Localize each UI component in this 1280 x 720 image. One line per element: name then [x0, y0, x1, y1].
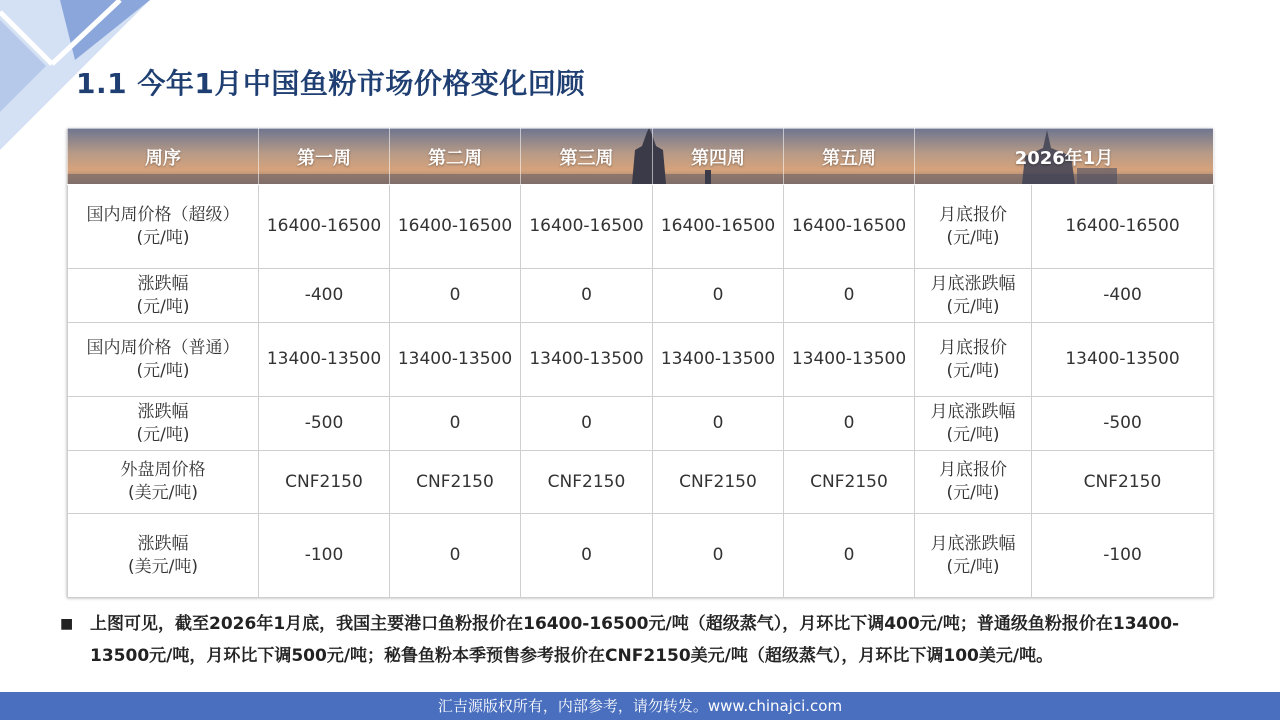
table-cell: 13400-13500	[784, 323, 915, 397]
table-cell: 0	[521, 514, 653, 598]
table-cell: 0	[390, 514, 521, 598]
month-value: -400	[1032, 269, 1214, 323]
table-cell: 0	[390, 269, 521, 323]
table-cell: 0	[784, 514, 915, 598]
header-week-3: 第三周	[521, 129, 653, 185]
table-cell: 0	[521, 397, 653, 451]
table-cell: 13400-13500	[521, 323, 653, 397]
table-cell: 0	[653, 397, 784, 451]
table-cell: -500	[259, 397, 390, 451]
table-cell: -100	[259, 514, 390, 598]
row-label: 外盘周价格 (美元/吨)	[68, 451, 259, 514]
row-label: 涨跌幅 (元/吨)	[68, 269, 259, 323]
table-cell: 0	[390, 397, 521, 451]
table-row	[68, 269, 1214, 323]
month-value: -500	[1032, 397, 1214, 451]
row-label: 国内周价格（普通） (元/吨)	[68, 323, 259, 397]
row-label: 涨跌幅 (元/吨)	[68, 397, 259, 451]
table-cell: 0	[653, 514, 784, 598]
table-cell: 0	[653, 269, 784, 323]
table-cell: 16400-16500	[784, 185, 915, 269]
footer-copyright: 汇吉源版权所有，内部参考，请勿转发。www.chinajci.com	[0, 692, 1280, 720]
table-cell: 0	[784, 397, 915, 451]
table-cell: 16400-16500	[390, 185, 521, 269]
table-cell: 16400-16500	[259, 185, 390, 269]
table-cell: 0	[521, 269, 653, 323]
price-table	[67, 128, 1214, 598]
table-cell: 0	[784, 269, 915, 323]
table-cell: 13400-13500	[653, 323, 784, 397]
table-cell: 13400-13500	[390, 323, 521, 397]
table-row	[68, 451, 1214, 514]
table-cell: CNF2150	[521, 451, 653, 514]
header-week-4: 第四周	[653, 129, 784, 185]
table-cell: CNF2150	[784, 451, 915, 514]
table-row	[68, 397, 1214, 451]
table-row	[68, 323, 1214, 397]
header-week-order: 周序	[68, 129, 259, 185]
table-row	[68, 185, 1214, 269]
price-table-container	[67, 128, 1213, 597]
table-cell: CNF2150	[653, 451, 784, 514]
summary-text: 上图可见，截至2026年1月底，我国主要港口鱼粉报价在16400-16500元/吨（超级蒸气），月环比下调400元/吨；普通级鱼粉报价在13400-13500元/吨，月环比下调500元/吨；秘鲁鱼粉本季预售参考报价在CNF2150美元/吨（超级蒸气），月环比下调100美元/吨。	[90, 614, 1180, 666]
table-cell: CNF2150	[390, 451, 521, 514]
month-value: -100	[1032, 514, 1214, 598]
table-cell: 16400-16500	[521, 185, 653, 269]
page-title: 1.1 今年1月中国鱼粉市场价格变化回顾	[76, 67, 585, 100]
header-week-5: 第五周	[784, 129, 915, 185]
table-cell: CNF2150	[259, 451, 390, 514]
month-label: 月底报价 (元/吨)	[915, 185, 1032, 269]
month-value: 13400-13500	[1032, 323, 1214, 397]
table-header-row	[68, 129, 1214, 185]
summary-note	[60, 608, 1230, 672]
table-cell: -400	[259, 269, 390, 323]
month-label: 月底涨跌幅 (元/吨)	[915, 269, 1032, 323]
table-cell: 16400-16500	[653, 185, 784, 269]
row-label: 国内周价格（超级） (元/吨)	[68, 185, 259, 269]
month-label: 月底涨跌幅 (元/吨)	[915, 514, 1032, 598]
header-week-2: 第二周	[390, 129, 521, 185]
row-label: 涨跌幅 (美元/吨)	[68, 514, 259, 598]
table-cell: 13400-13500	[259, 323, 390, 397]
table-row	[68, 514, 1214, 598]
header-month: 2026年1月	[915, 129, 1214, 185]
month-label: 月底报价 (元/吨)	[915, 451, 1032, 514]
month-value: CNF2150	[1032, 451, 1214, 514]
month-value: 16400-16500	[1032, 185, 1214, 269]
header-week-1: 第一周	[259, 129, 390, 185]
month-label: 月底涨跌幅 (元/吨)	[915, 397, 1032, 451]
bullet-square-icon: ■	[60, 616, 74, 632]
month-label: 月底报价 (元/吨)	[915, 323, 1032, 397]
